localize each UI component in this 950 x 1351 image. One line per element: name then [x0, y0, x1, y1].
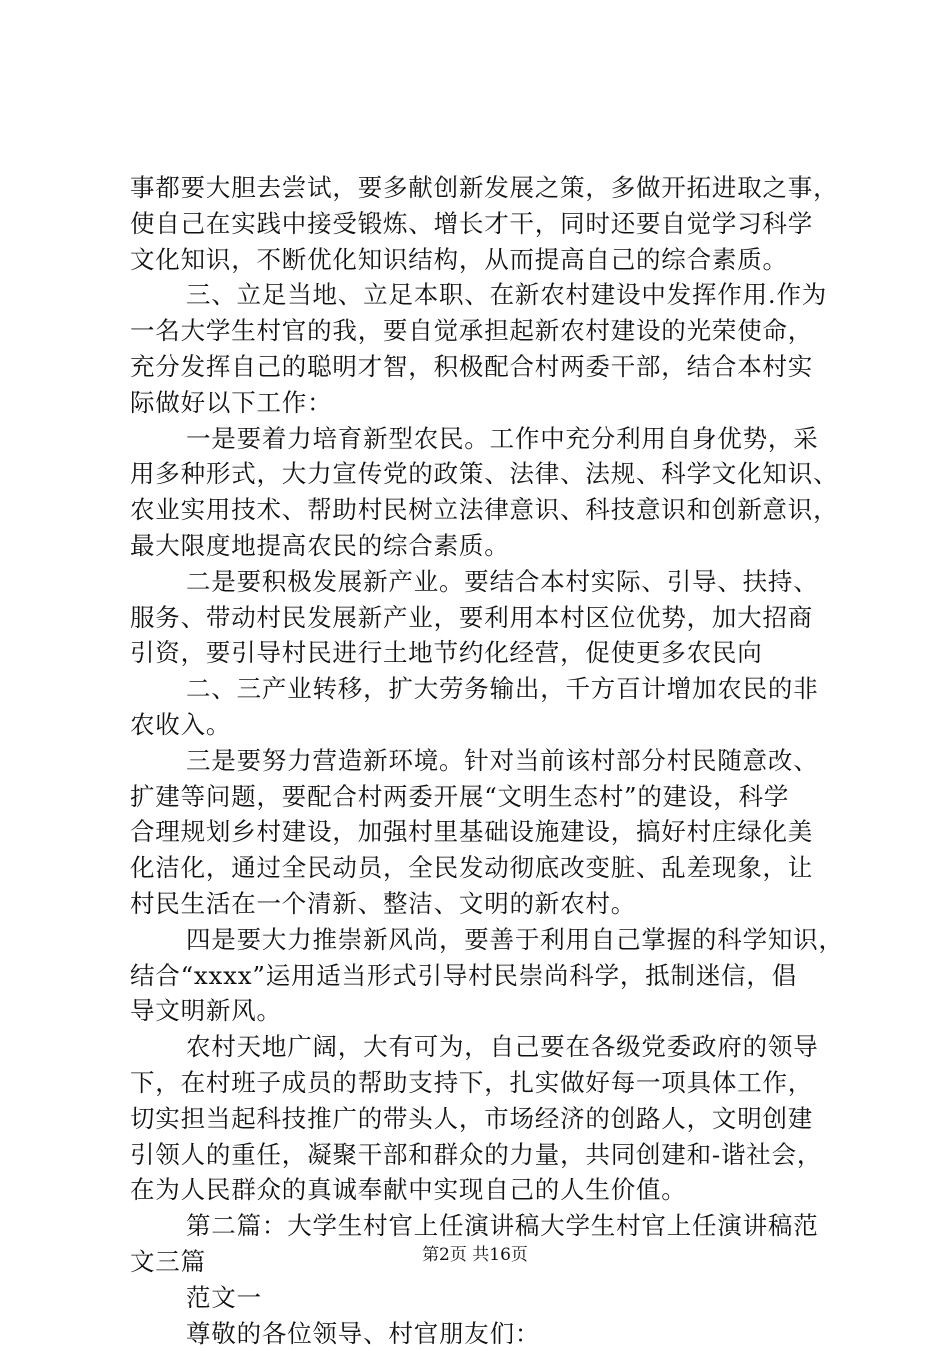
text-line: 切实担当起科技推广的带头人，市场经济的创路人，文明创建: [130, 1101, 830, 1137]
sample-heading: 范文一: [130, 1280, 830, 1316]
text-line: 文化知识，不断优化知识结构，从而提高自己的综合素质。: [130, 242, 830, 278]
text-line: 农村天地广阔，大有可为，自己要在各级党委政府的领导: [130, 1029, 830, 1065]
text-line: 最大限度地提高农民的综合素质。: [130, 528, 830, 564]
text-line: 农收入。: [130, 707, 830, 743]
text-line: 一名大学生村官的我，要自觉承担起新农村建设的光荣使命，: [130, 313, 830, 349]
text-line: 使自己在实践中接受锻炼、增长才干，同时还要自觉学习科学: [130, 206, 830, 242]
text-line: 引资，要引导村民进行土地节约化经营，促使更多农民向: [130, 635, 830, 671]
section-heading-continued: 文三篇: [130, 1244, 830, 1280]
text-line: 在为人民群众的真诚奉献中实现自己的人生价值。: [130, 1172, 830, 1208]
text-line: 服务、带动村民发展新产业，要利用本村区位优势，加大招商: [130, 600, 830, 636]
text-line: 村民生活在一个清新、整洁、文明的新农村。: [130, 886, 830, 922]
text-line: 农业实用技术、帮助村民树立法律意识、科技意识和创新意识，: [130, 492, 830, 528]
salutation: 尊敬的各位领导、村官朋友们：: [130, 1316, 830, 1351]
text-line: 事都要大胆去尝试，要多献创新发展之策，多做开拓进取之事，: [130, 170, 830, 206]
text-line: 四是要大力推崇新风尚，要善于利用自己掌握的科学知识，: [130, 922, 830, 958]
text-line: 合理规划乡村建设，加强村里基础设施建设，搞好村庄绿化美: [130, 814, 830, 850]
text-line: 一是要着力培育新型农民。工作中充分利用自身优势，采: [130, 421, 830, 457]
section-heading: 第二篇：大学生村官上任演讲稿大学生村官上任演讲稿范: [130, 1208, 830, 1244]
page-footer: 第2页 共16页: [0, 1244, 950, 1266]
text-line: 扩建等问题，要配合村两委开展“文明生态村”的建设，科学: [130, 779, 830, 815]
text-line: 二是要积极发展新产业。要结合本村实际、引导、扶持、: [130, 564, 830, 600]
text-line: 三、立足当地、立足本职、在新农村建设中发挥作用.作为: [130, 277, 830, 313]
text-line: 用多种形式，大力宣传党的政策、法律、法规、科学文化知识、: [130, 456, 830, 492]
text-line: 化洁化，通过全民动员，全民发动彻底改变脏、乱差现象，让: [130, 850, 830, 886]
text-line: 引领人的重任，凝聚干部和群众的力量，共同创建和-谐社会，: [130, 1137, 830, 1173]
text-line: 下，在村班子成员的帮助支持下，扎实做好每一项具体工作，: [130, 1065, 830, 1101]
document-body: [130, 170, 830, 1351]
text-line: 导文明新风。: [130, 993, 830, 1029]
text-line: 际做好以下工作：: [130, 385, 830, 421]
text-line: 二、三产业转移，扩大劳务输出，千方百计增加农民的非: [130, 671, 830, 707]
text-line: 三是要努力营造新环境。针对当前该村部分村民随意改、: [130, 743, 830, 779]
text-line: 充分发挥自己的聪明才智，积极配合村两委干部，结合本村实: [130, 349, 830, 385]
text-line: 结合“xxxx”运用适当形式引导村民崇尚科学，抵制迷信，倡: [130, 958, 830, 994]
